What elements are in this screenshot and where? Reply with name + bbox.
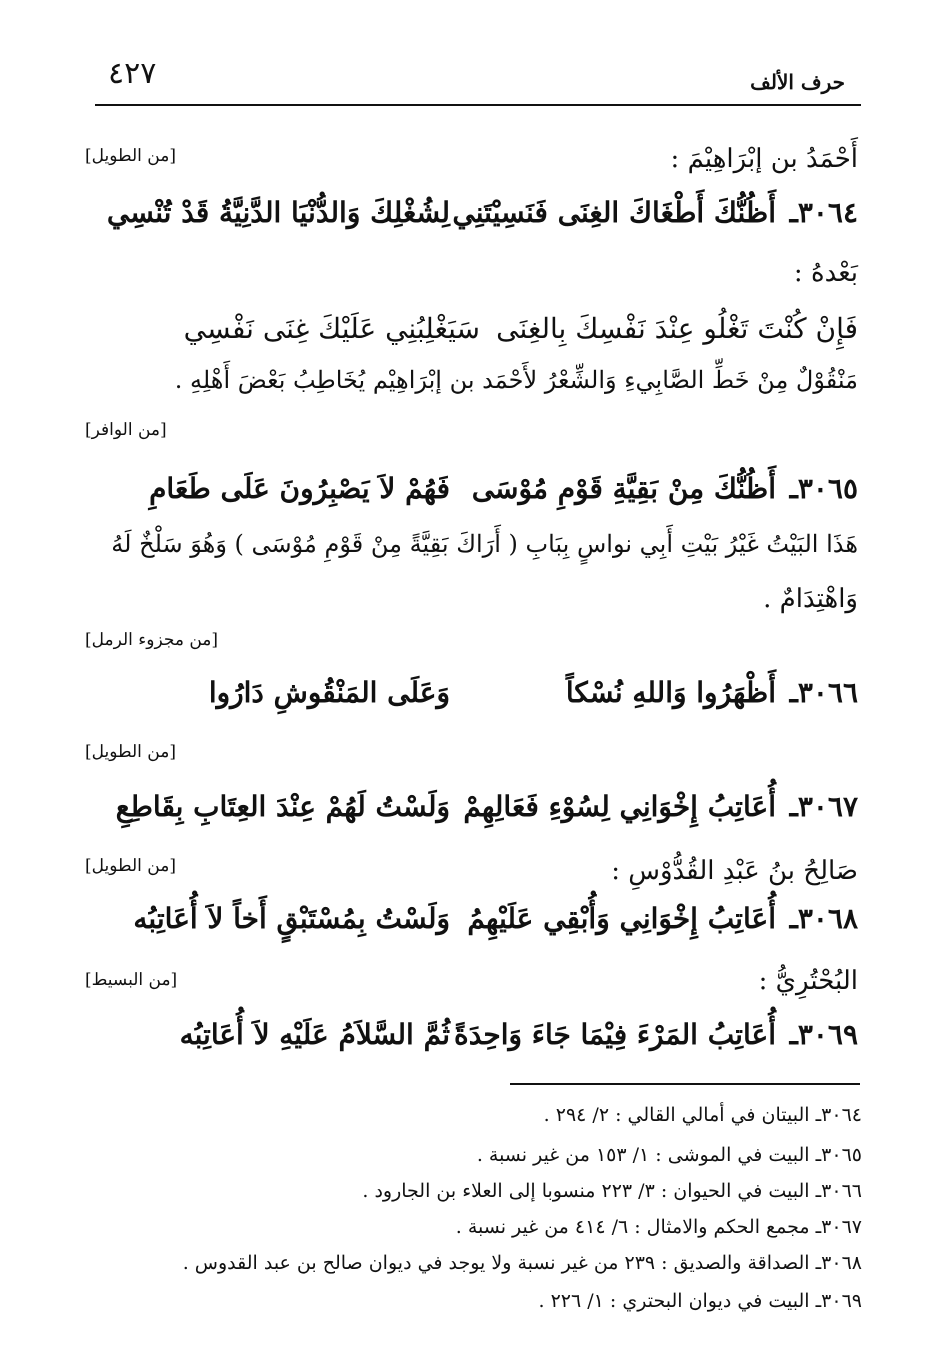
verse-3064 bbox=[106, 196, 858, 248]
footnote: ٣٠٦٧ـ مجمع الحكم والامثال : ٦/ ٤١٤ من غير نسبة . bbox=[455, 1216, 862, 1238]
verse-continuation bbox=[120, 312, 858, 364]
after-label: بَعْدهُ : bbox=[793, 258, 858, 288]
header-rule bbox=[95, 104, 861, 106]
verse-first-hemistich: فَإِنْ كُنْتَ تَغْلُو عِنْدَ نَفْسِكَ بِالغِنَى bbox=[496, 312, 858, 345]
commentary-line: وَاهْتِدَامٌ . bbox=[763, 584, 858, 614]
verse-3068 bbox=[120, 902, 858, 954]
verse-number: ٣٠٦٧ـ bbox=[789, 790, 858, 823]
verse-second-hemistich: ثُمَّ السَّلاَمُ عَلَيْهِ لاَ أُعَاتِبُه bbox=[179, 1018, 450, 1051]
verse-first-hemistich: أَظْهَرُوا وَاللهِ نُسْكاً bbox=[565, 676, 776, 709]
section-title: حرف الألف bbox=[750, 70, 845, 94]
verse-3069 bbox=[120, 1018, 858, 1070]
verse-number: ٣٠٦٨ـ bbox=[789, 902, 858, 935]
verse-first-hemistich: أَظُنُّكَ مِنْ بَقِيَّةِ قَوْمِ مُوْسَى bbox=[471, 472, 776, 505]
verse-second-hemistich: فَهُمْ لاَ يَصْبِرُونَ عَلَى طَعَامِ bbox=[149, 472, 450, 505]
verse-first-hemistich: أُعَاتِبُ إِخْوَانِي وَأُبْقِي عَلَيْهِمُ bbox=[467, 902, 776, 935]
verse-3067 bbox=[115, 790, 858, 842]
meter-label: [من مجزوء الرمل] bbox=[85, 630, 219, 650]
verse-number: ٣٠٦٩ـ bbox=[789, 1018, 858, 1051]
verse-second-hemistich: وَلَسْتُ بِمُسْتَبْقٍ أَخاً لاَ أُعَاتِبُه bbox=[133, 902, 450, 935]
poet-name: أَحْمَدُ بن إبْرَاهِيْمَ : bbox=[670, 144, 858, 174]
verse-3065 bbox=[120, 472, 858, 524]
footnote: ٣٠٦٤ـ البيتان في أمالي القالي : ٢/ ٢٩٤ . bbox=[543, 1104, 862, 1126]
verse-number: ٣٠٦٥ـ bbox=[789, 472, 858, 505]
verse-number: ٣٠٦٤ـ bbox=[789, 196, 858, 229]
footnote: ٣٠٦٩ـ البيت في ديوان البحتري : ١/ ٢٢٦ . bbox=[538, 1290, 862, 1312]
page-number: ٤٢٧ bbox=[108, 56, 157, 91]
footnote-rule bbox=[510, 1083, 860, 1085]
meter-label: [من الوافر] bbox=[85, 420, 167, 440]
commentary-line: مَنْقُوْلٌ مِنْ خَطِّ الصَّابِيءِ وَالشِّعْرُ لأَحْمَد بن إبْرَاهِيْم يُخَاطِبُ بَعْضَ أَهْلِهِ . bbox=[174, 366, 858, 394]
poet-name: صَالِحُ بنُ عَبْدِ القُدُّوْسِ : bbox=[611, 856, 858, 886]
verse-second-hemistich: وَعَلَى المَنْقُوشِ دَارُوا bbox=[208, 676, 450, 709]
verse-second-hemistich: لِشُغْلِكَ وَالدُّنْيَا الدَّنِيَّةُ قَدْ تُنْسِي bbox=[106, 196, 450, 229]
commentary-line: هَذَا البَيْتُ غَيْرُ بَيْتِ أَبِي نواسٍ بِبَابِ ( أَرَاكَ بَقِيَّةً مِنْ قَوْمِ مُوْسَى ) وَهُوَ سَلْخٌ لَهُ bbox=[111, 530, 858, 558]
meter-label: [من البسيط] bbox=[85, 970, 178, 990]
footnote: ٣٠٦٨ـ الصداقة والصديق : ٢٣٩ من غير نسبة ولا يوجد في ديوان صالح بن عبد القدوس . bbox=[182, 1252, 862, 1274]
poet-name: البُحْتُرِيُّ : bbox=[758, 966, 858, 996]
verse-first-hemistich: أَظُنُّكَ أَطْغَاكَ الغِنَى فَنَسِيْتَنِي bbox=[452, 196, 776, 229]
verse-3066 bbox=[120, 676, 858, 728]
verse-second-hemistich: وَلَسْتُ لَهُمْ عِنْدَ العِتَابِ بِقَاطِعِ bbox=[115, 790, 450, 823]
footnote: ٣٠٦٥ـ البيت في الموشى : ١/ ١٥٣ من غير نسبة . bbox=[476, 1144, 862, 1166]
verse-number: ٣٠٦٦ـ bbox=[789, 676, 858, 709]
verse-second-hemistich: سَيَغْلِبُنِي عَلَيْكَ غِنَى نَفْسِي bbox=[183, 312, 480, 345]
meter-label: [من الطويل] bbox=[85, 146, 176, 166]
meter-label: [من الطويل] bbox=[85, 856, 176, 876]
meter-label: [من الطويل] bbox=[85, 742, 176, 762]
verse-first-hemistich: أُعَاتِبُ المَرْءَ فِيْمَا جَاءَ وَاحِدَةً bbox=[454, 1018, 776, 1051]
footnote: ٣٠٦٦ـ البيت في الحيوان : ٣/ ٢٢٣ منسوبا إلى العلاء بن الجارود . bbox=[362, 1180, 862, 1202]
verse-first-hemistich: أُعَاتِبُ إِخْوَانِي لِسُوْءِ فَعَالِهِمْ bbox=[463, 790, 776, 823]
